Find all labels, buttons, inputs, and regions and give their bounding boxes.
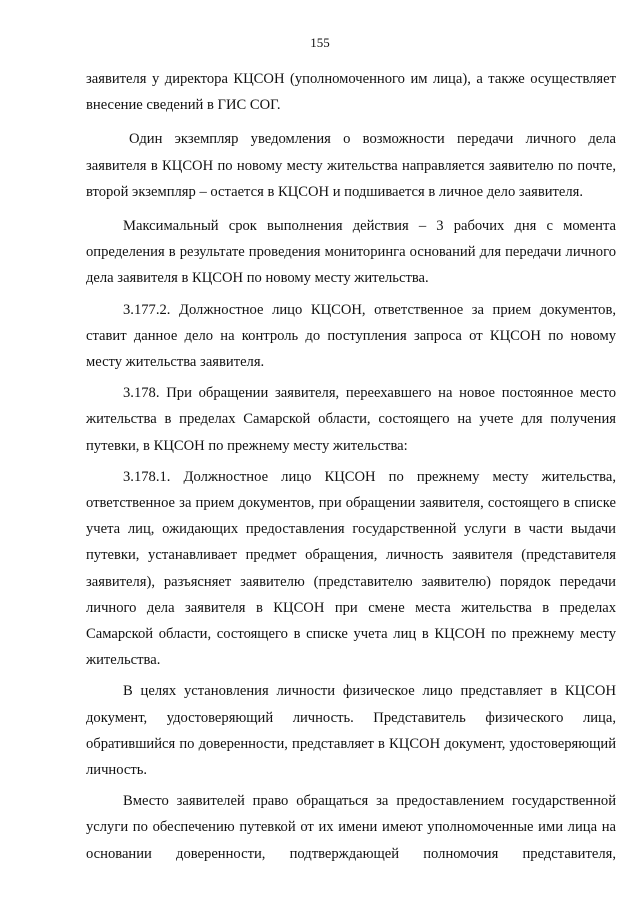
page-number: 155 [310, 35, 330, 50]
paragraph-continuation: заявителя у директора КЦСОН (уполномоченного им лица), а также осуществляет внесение сведений в ГИС СОГ. [86, 71, 616, 114]
paragraph-representatives: Вместо заявителей право обращаться за предоставлением государственной услуги по обеспечению путевкой от их имени имеют уполномоченные ими лица на основании доверенности, подтверждающей полномочия представителя, [86, 793, 616, 862]
paragraph-max-term: Максимальный срок выполнения действия – 3 рабочих дня с момента определения в результате проведения мониторинга оснований для передачи личного дела заявителя в КЦСОН по новому месту жительства. [86, 218, 616, 287]
paragraph-clause-3-177-2: 3.177.2. Должностное лицо КЦСОН, ответственное за прием документов, ставит данное дело на контроль до поступления запроса от КЦСОН по новому месту жительства заявителя. [86, 301, 616, 371]
paragraph-identity: В целях установления личности физическое лицо представляет в КЦСОН документ, удостоверяющий личность. Представитель физического лица, обратившийся по доверенности, представляет в КЦСОН документ, удостоверяющий личность. [86, 683, 616, 779]
document-body [86, 66, 616, 867]
paragraph-clause-3-178-1: 3.178.1. Должностное лицо КЦСОН по прежнему месту жительства, ответственное за прием документов, при обращении заявителя, состоящего в списке учета лиц, ожидающих предоставления государственной услуги в части выдачи путевки, устанавливает предмет обращения, личность заявителя (представителя заявителя), разъясняет заявителю (представителю заявителю) порядок передачи личного дела заявителя в КЦСОН при смене места жительства в пределах Самарской области, состоящего в списке учета лиц в КЦСОН по прежнему месту жительства. [86, 468, 616, 669]
paragraph-clause-3-178: 3.178. При обращении заявителя, переехавшего на новое постоянное место жительства в пределах Самарской области, состоящего на учете для получения путевки, в КЦСОН по прежнему месту жительства: [86, 385, 616, 454]
paragraph-notification-copies: Один экземпляр уведомления о возможности передачи личного дела заявителя в КЦСОН по новому месту жительства направляется заявителю по почте, второй экземпляр – остается в КЦСОН и подшивается в личное дело заявителя. [86, 131, 616, 200]
